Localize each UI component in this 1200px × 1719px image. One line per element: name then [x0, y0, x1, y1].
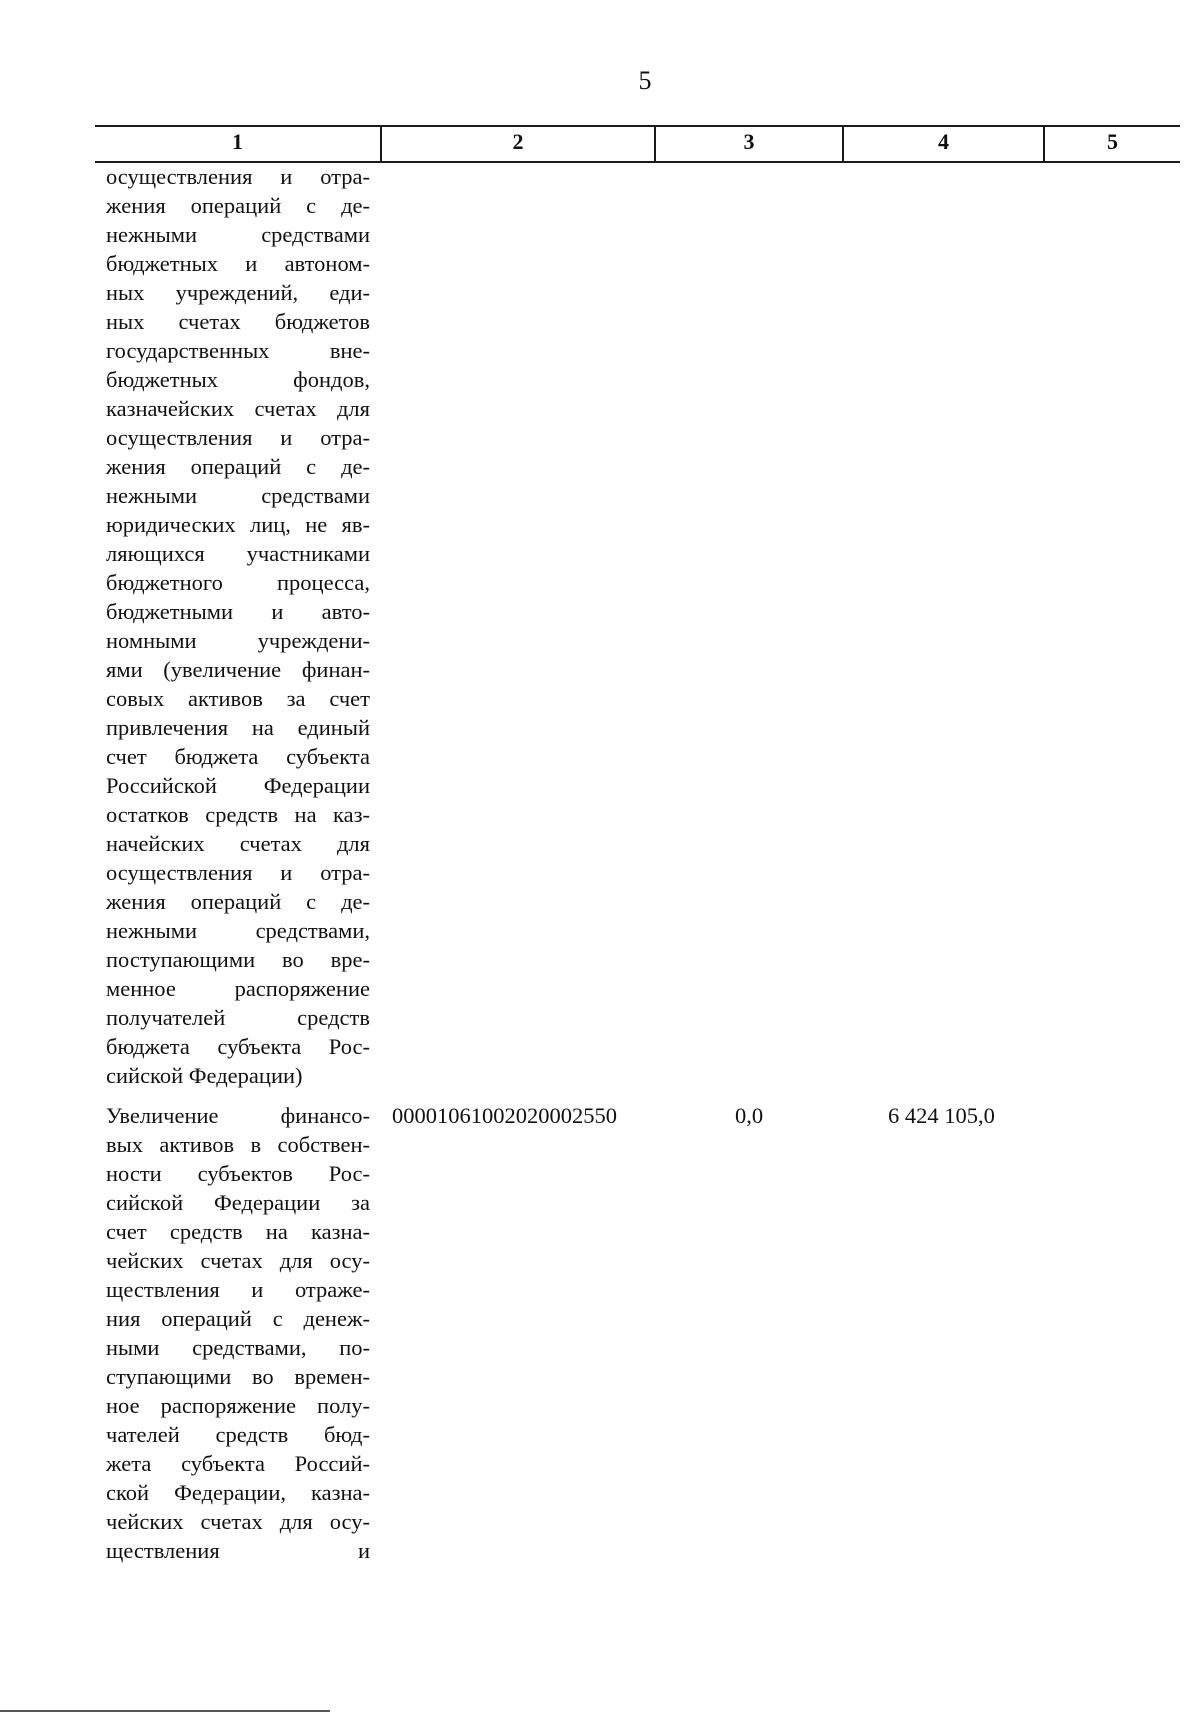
description-line: Увеличение финансо-	[106, 1103, 370, 1128]
description-line: ступающими во времен-	[106, 1364, 370, 1389]
description-line: осуществления и отра-	[106, 860, 370, 885]
description-line: Российской Федерации	[106, 773, 370, 798]
description-line: ляющихся участниками	[106, 541, 370, 566]
description-line: бюджета субъекта Рос-	[106, 1034, 370, 1059]
table-header	[95, 125, 1180, 163]
description-line: счет средств на казна-	[106, 1219, 370, 1244]
description-line: осуществления и отра-	[106, 425, 370, 450]
description-line: остатков средств на каз-	[106, 802, 370, 827]
description-line: ное распоряжение полу-	[106, 1393, 370, 1418]
row-2-code: 00001061002020002550	[392, 1103, 617, 1128]
description-line: ями (увеличение финан-	[106, 657, 370, 682]
header-col-5: 5	[1107, 129, 1118, 154]
description-line: ности субъектов Рос-	[106, 1161, 370, 1186]
description-line: номными учреждени-	[106, 628, 370, 653]
description-line: бюджетного процесса,	[106, 570, 370, 595]
description-line: ных счетах бюджетов	[106, 309, 370, 334]
description-line: сийской Федерации)	[106, 1063, 303, 1088]
description-line: чейских счетах для осу-	[106, 1248, 370, 1273]
row-2-col3-value: 0,0	[735, 1103, 764, 1128]
description-line: нежными средствами	[106, 222, 370, 247]
description-line: чателей средств бюд-	[106, 1422, 370, 1447]
header-col-4: 4	[844, 127, 1045, 161]
description-line: ской Федерации, казна-	[106, 1480, 370, 1505]
description-line: чейских счетах для осу-	[106, 1509, 370, 1534]
description-line: жета субъекта Россий-	[106, 1451, 370, 1476]
description-line: бюджетных фондов,	[106, 367, 370, 392]
description-line: ными средствами, по-	[106, 1335, 370, 1360]
row-2-col4-value: 6 424 105,0	[888, 1103, 995, 1128]
description-line: начейских счетах для	[106, 831, 370, 856]
description-line: ных учреждений, еди-	[106, 280, 370, 305]
description-line: поступающими во вре-	[106, 947, 370, 972]
description-line: ществления и отраже-	[106, 1277, 370, 1302]
header-col-3: 3	[656, 127, 844, 161]
description-line: нежными средствами	[106, 483, 370, 508]
page-number: 5	[638, 66, 652, 95]
row-1-description	[106, 162, 370, 1090]
bottom-rule	[0, 1710, 330, 1712]
description-line: жения операций с де-	[106, 889, 370, 914]
description-line: жения операций с де-	[106, 193, 370, 218]
description-line: юридических лиц, не яв-	[106, 512, 370, 537]
header-col-1: 1	[95, 127, 382, 161]
description-line: получателей средств	[106, 1005, 370, 1030]
row-2-description	[106, 1101, 370, 1565]
description-line: жения операций с де-	[106, 454, 370, 479]
description-line: нежными средствами,	[106, 918, 370, 943]
description-line: осуществления и отра-	[106, 164, 370, 189]
description-line: казначейских счетах для	[106, 396, 370, 421]
description-line: счет бюджета субъекта	[106, 744, 370, 769]
description-line: ния операций с денеж-	[106, 1306, 370, 1331]
description-line: сийской Федерации за	[106, 1190, 370, 1215]
description-line: вых активов в собствен-	[106, 1132, 370, 1157]
description-line: государственных вне-	[106, 338, 370, 363]
header-col-2: 2	[382, 127, 656, 161]
description-line: привлечения на единый	[106, 715, 370, 740]
description-line: менное распоряжение	[106, 976, 370, 1001]
description-line: ществления и	[106, 1538, 370, 1563]
description-line: бюджетными и авто-	[106, 599, 370, 624]
description-line: совых активов за счет	[106, 686, 370, 711]
description-line: бюджетных и автоном-	[106, 251, 370, 276]
